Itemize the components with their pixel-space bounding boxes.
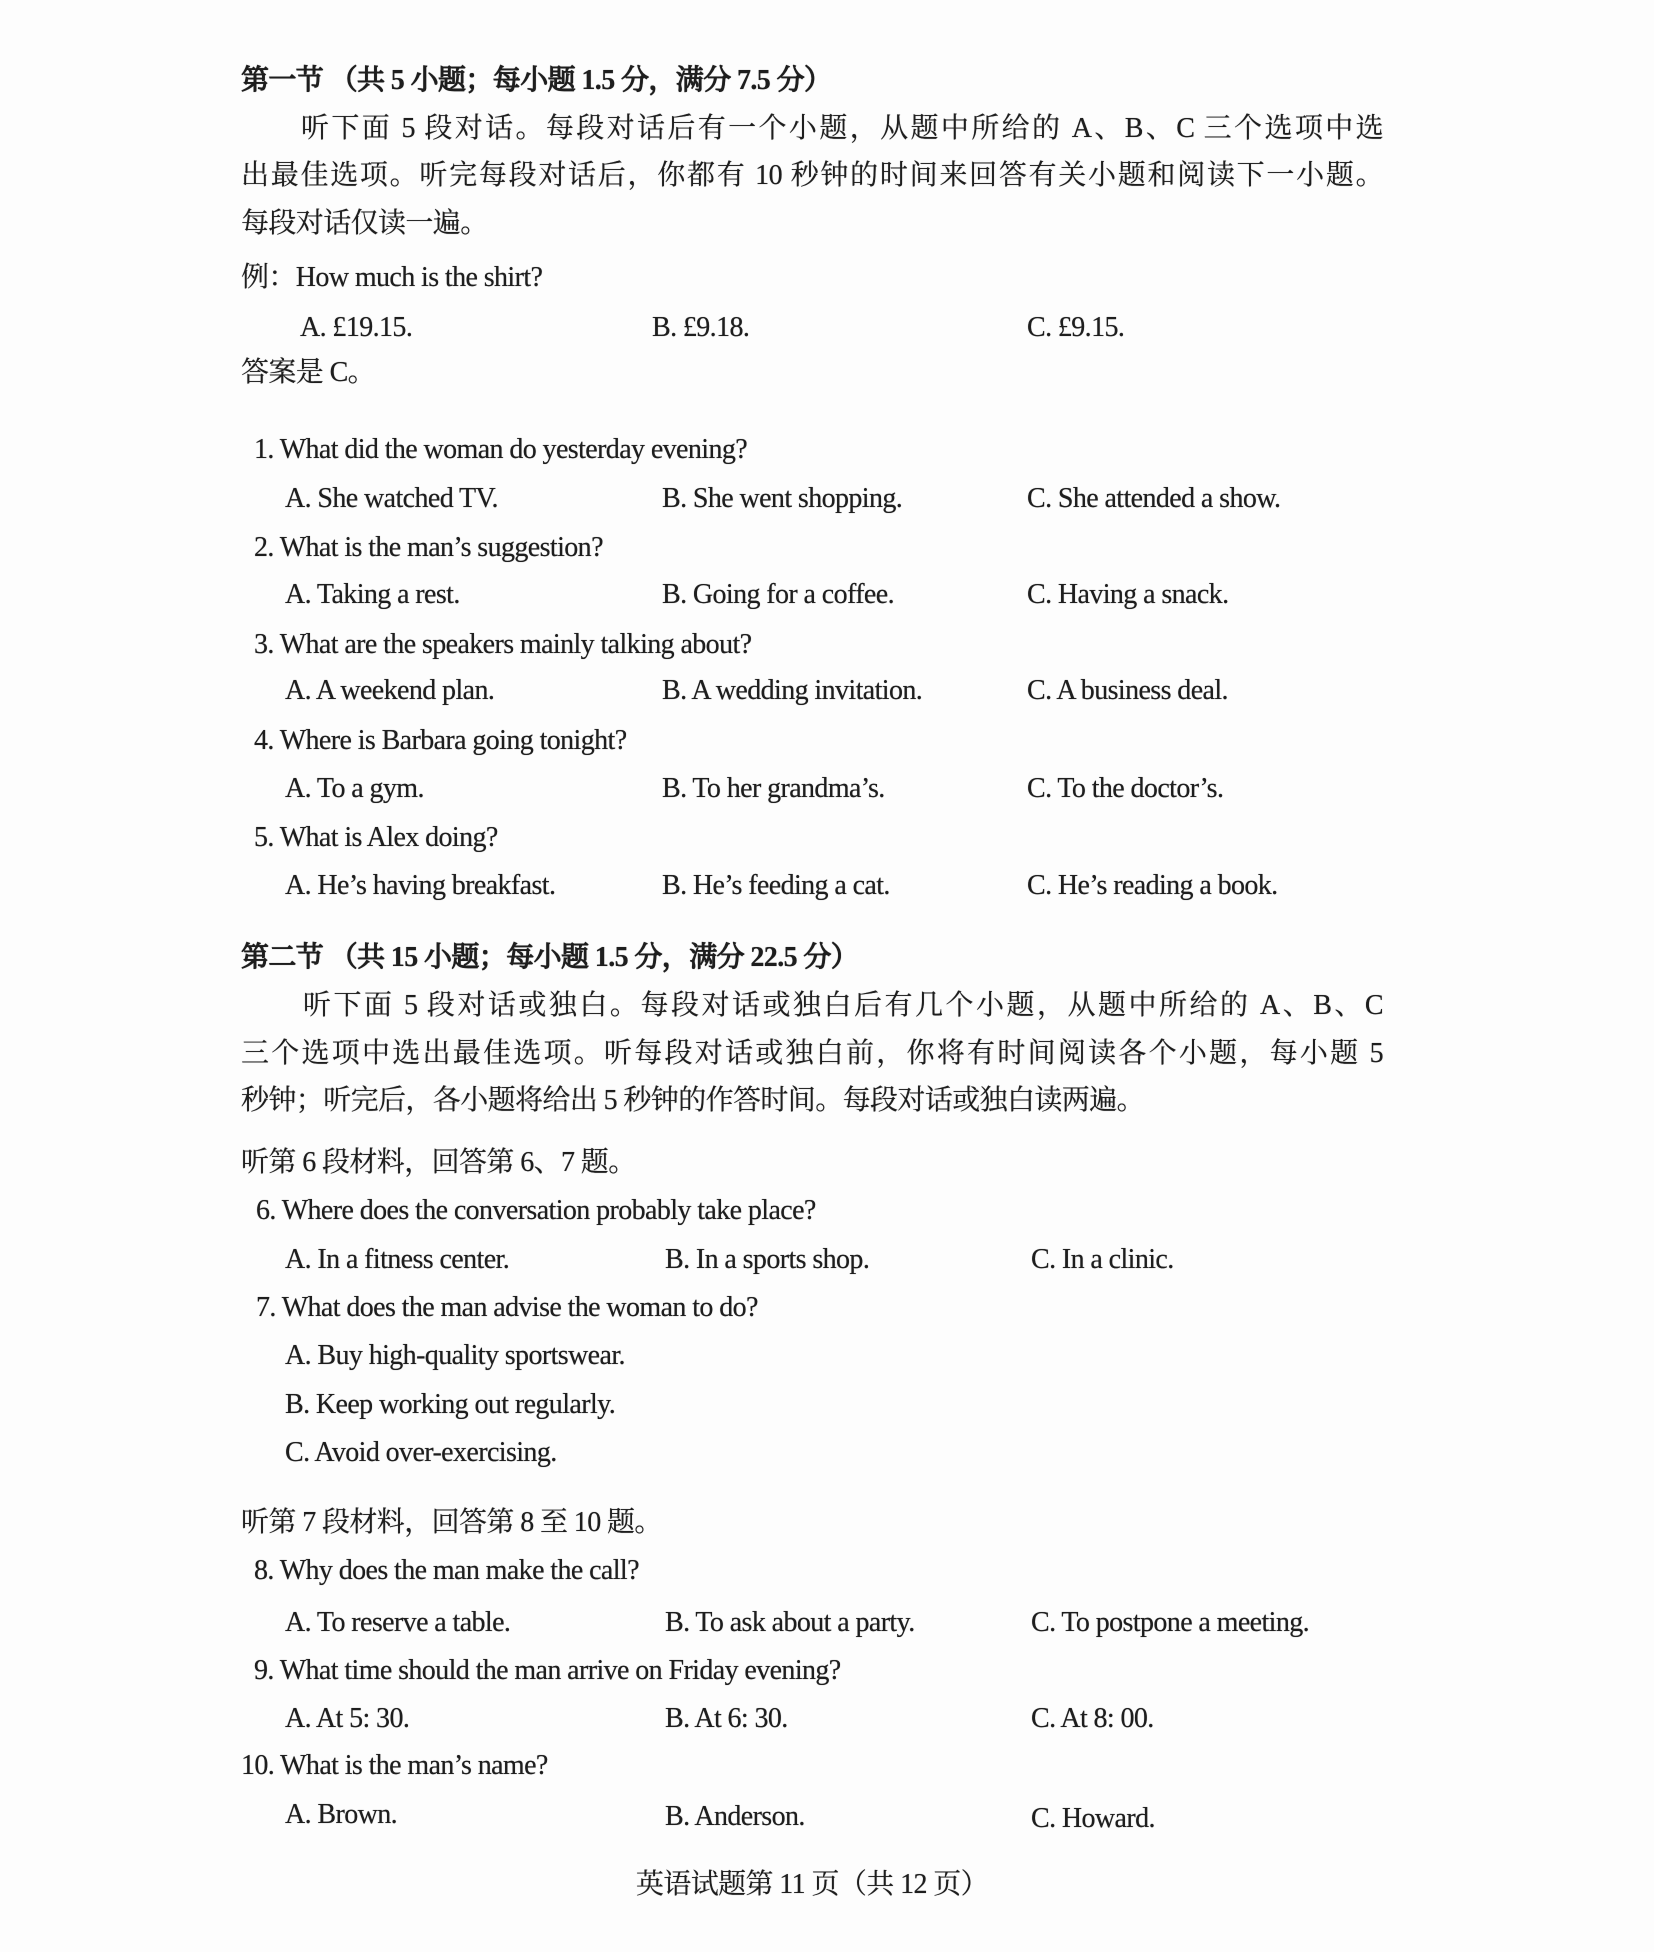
question-10-option-b: B. Anderson. [665,1801,805,1832]
question-8-option-a: A. To reserve a table. [285,1607,511,1638]
page-footer: 英语试题第 11 页（共 12 页） [635,1869,989,1900]
question-5-option-b: B. He’s feeding a cat. [662,870,890,901]
question-3-option-c: C. A business deal. [1027,675,1228,706]
question-9-option-a: A. At 5: 30. [285,1703,410,1734]
question-4-option-b: B. To her grandma’s. [662,773,885,804]
example-option-a: A. £19.15. [300,312,413,343]
section1-intro-line: 每段对话仅读一遍。 [241,208,488,239]
question-4-option-a: A. To a gym. [285,773,424,804]
material-7-instruction: 听第 7 段材料，回答第 8 至 10 题。 [241,1507,662,1538]
question-6-option-b: B. In a sports shop. [665,1244,870,1275]
question-7-option-a: A. Buy high-quality sportswear. [285,1340,625,1371]
question-10-option-a: A. Brown. [285,1799,398,1830]
question-8-option-c: C. To postpone a meeting. [1031,1607,1310,1638]
question-3-option-b: B. A wedding invitation. [662,675,923,706]
question-10-option-c: C. Howard. [1031,1803,1155,1834]
question-1-option-b: B. She went shopping. [662,483,903,514]
question-6-option-a: A. In a fitness center. [285,1244,510,1275]
question-4-option-c: C. To the doctor’s. [1027,773,1224,804]
material-6-instruction: 听第 6 段材料，回答第 6、7 题。 [241,1147,636,1178]
question-1-option-a: A. She watched TV. [285,483,498,514]
section2-intro-line: 听下面 5 段对话或独白。每段对话或独白后有几个小题，从题中所给的 A、B、C [303,990,1383,1021]
question-2-option-c: C. Having a snack. [1027,579,1229,610]
question-8-option-b: B. To ask about a party. [665,1607,915,1638]
question-1-option-c: C. She attended a show. [1027,483,1281,514]
example-question: 例：How much is the shirt? [241,262,543,293]
question-7: 7. What does the man advise the woman to do? [256,1292,758,1323]
question-2-option-a: A. Taking a rest. [285,579,460,610]
section2-heading: 第二节 （共 15 小题；每小题 1.5 分，满分 22.5 分） [241,942,859,973]
example-answer: 答案是 C。 [241,357,376,388]
section2-intro-line: 三个选项中选出最佳选项。听每段对话或独白前，你将有时间阅读各个小题，每小题 5 [241,1038,1383,1069]
question-8: 8. Why does the man make the call? [254,1555,639,1586]
question-7-option-b: B. Keep working out regularly. [285,1389,616,1420]
question-9-option-b: B. At 6: 30. [665,1703,788,1734]
section2-intro-line: 秒钟；听完后，各小题将给出 5 秒钟的作答时间。每段对话或独白读两遍。 [241,1085,1145,1116]
question-5-option-c: C. He’s reading a book. [1027,870,1278,901]
example-option-c: C. £9.15. [1027,312,1125,343]
question-3-option-a: A. A weekend plan. [285,675,495,706]
question-6: 6. Where does the conversation probably take place? [256,1195,816,1226]
question-2: 2. What is the man’s suggestion? [254,532,603,563]
question-9: 9. What time should the man arrive on Friday evening? [254,1655,841,1686]
question-7-option-c: C. Avoid over-exercising. [285,1437,557,1468]
section1-intro-line: 听下面 5 段对话。每段对话后有一个小题，从题中所给的 A、B、C 三个选项中选 [301,113,1383,144]
question-4: 4. Where is Barbara going tonight? [254,725,627,756]
section1-heading: 第一节 （共 5 小题；每小题 1.5 分，满分 7.5 分） [241,65,832,96]
question-10: 10. What is the man’s name? [241,1750,548,1781]
question-5: 5. What is Alex doing? [254,822,498,853]
question-5-option-a: A. He’s having breakfast. [285,870,556,901]
question-2-option-b: B. Going for a coffee. [662,579,894,610]
question-3: 3. What are the speakers mainly talking about? [254,629,752,660]
example-option-b: B. £9.18. [652,312,750,343]
question-9-option-c: C. At 8: 00. [1031,1703,1154,1734]
section1-intro-line: 出最佳选项。听完每段对话后，你都有 10 秒钟的时间来回答有关小题和阅读下一小题。 [241,160,1383,191]
question-1: 1. What did the woman do yesterday evening? [254,434,748,465]
question-6-option-c: C. In a clinic. [1031,1244,1174,1275]
